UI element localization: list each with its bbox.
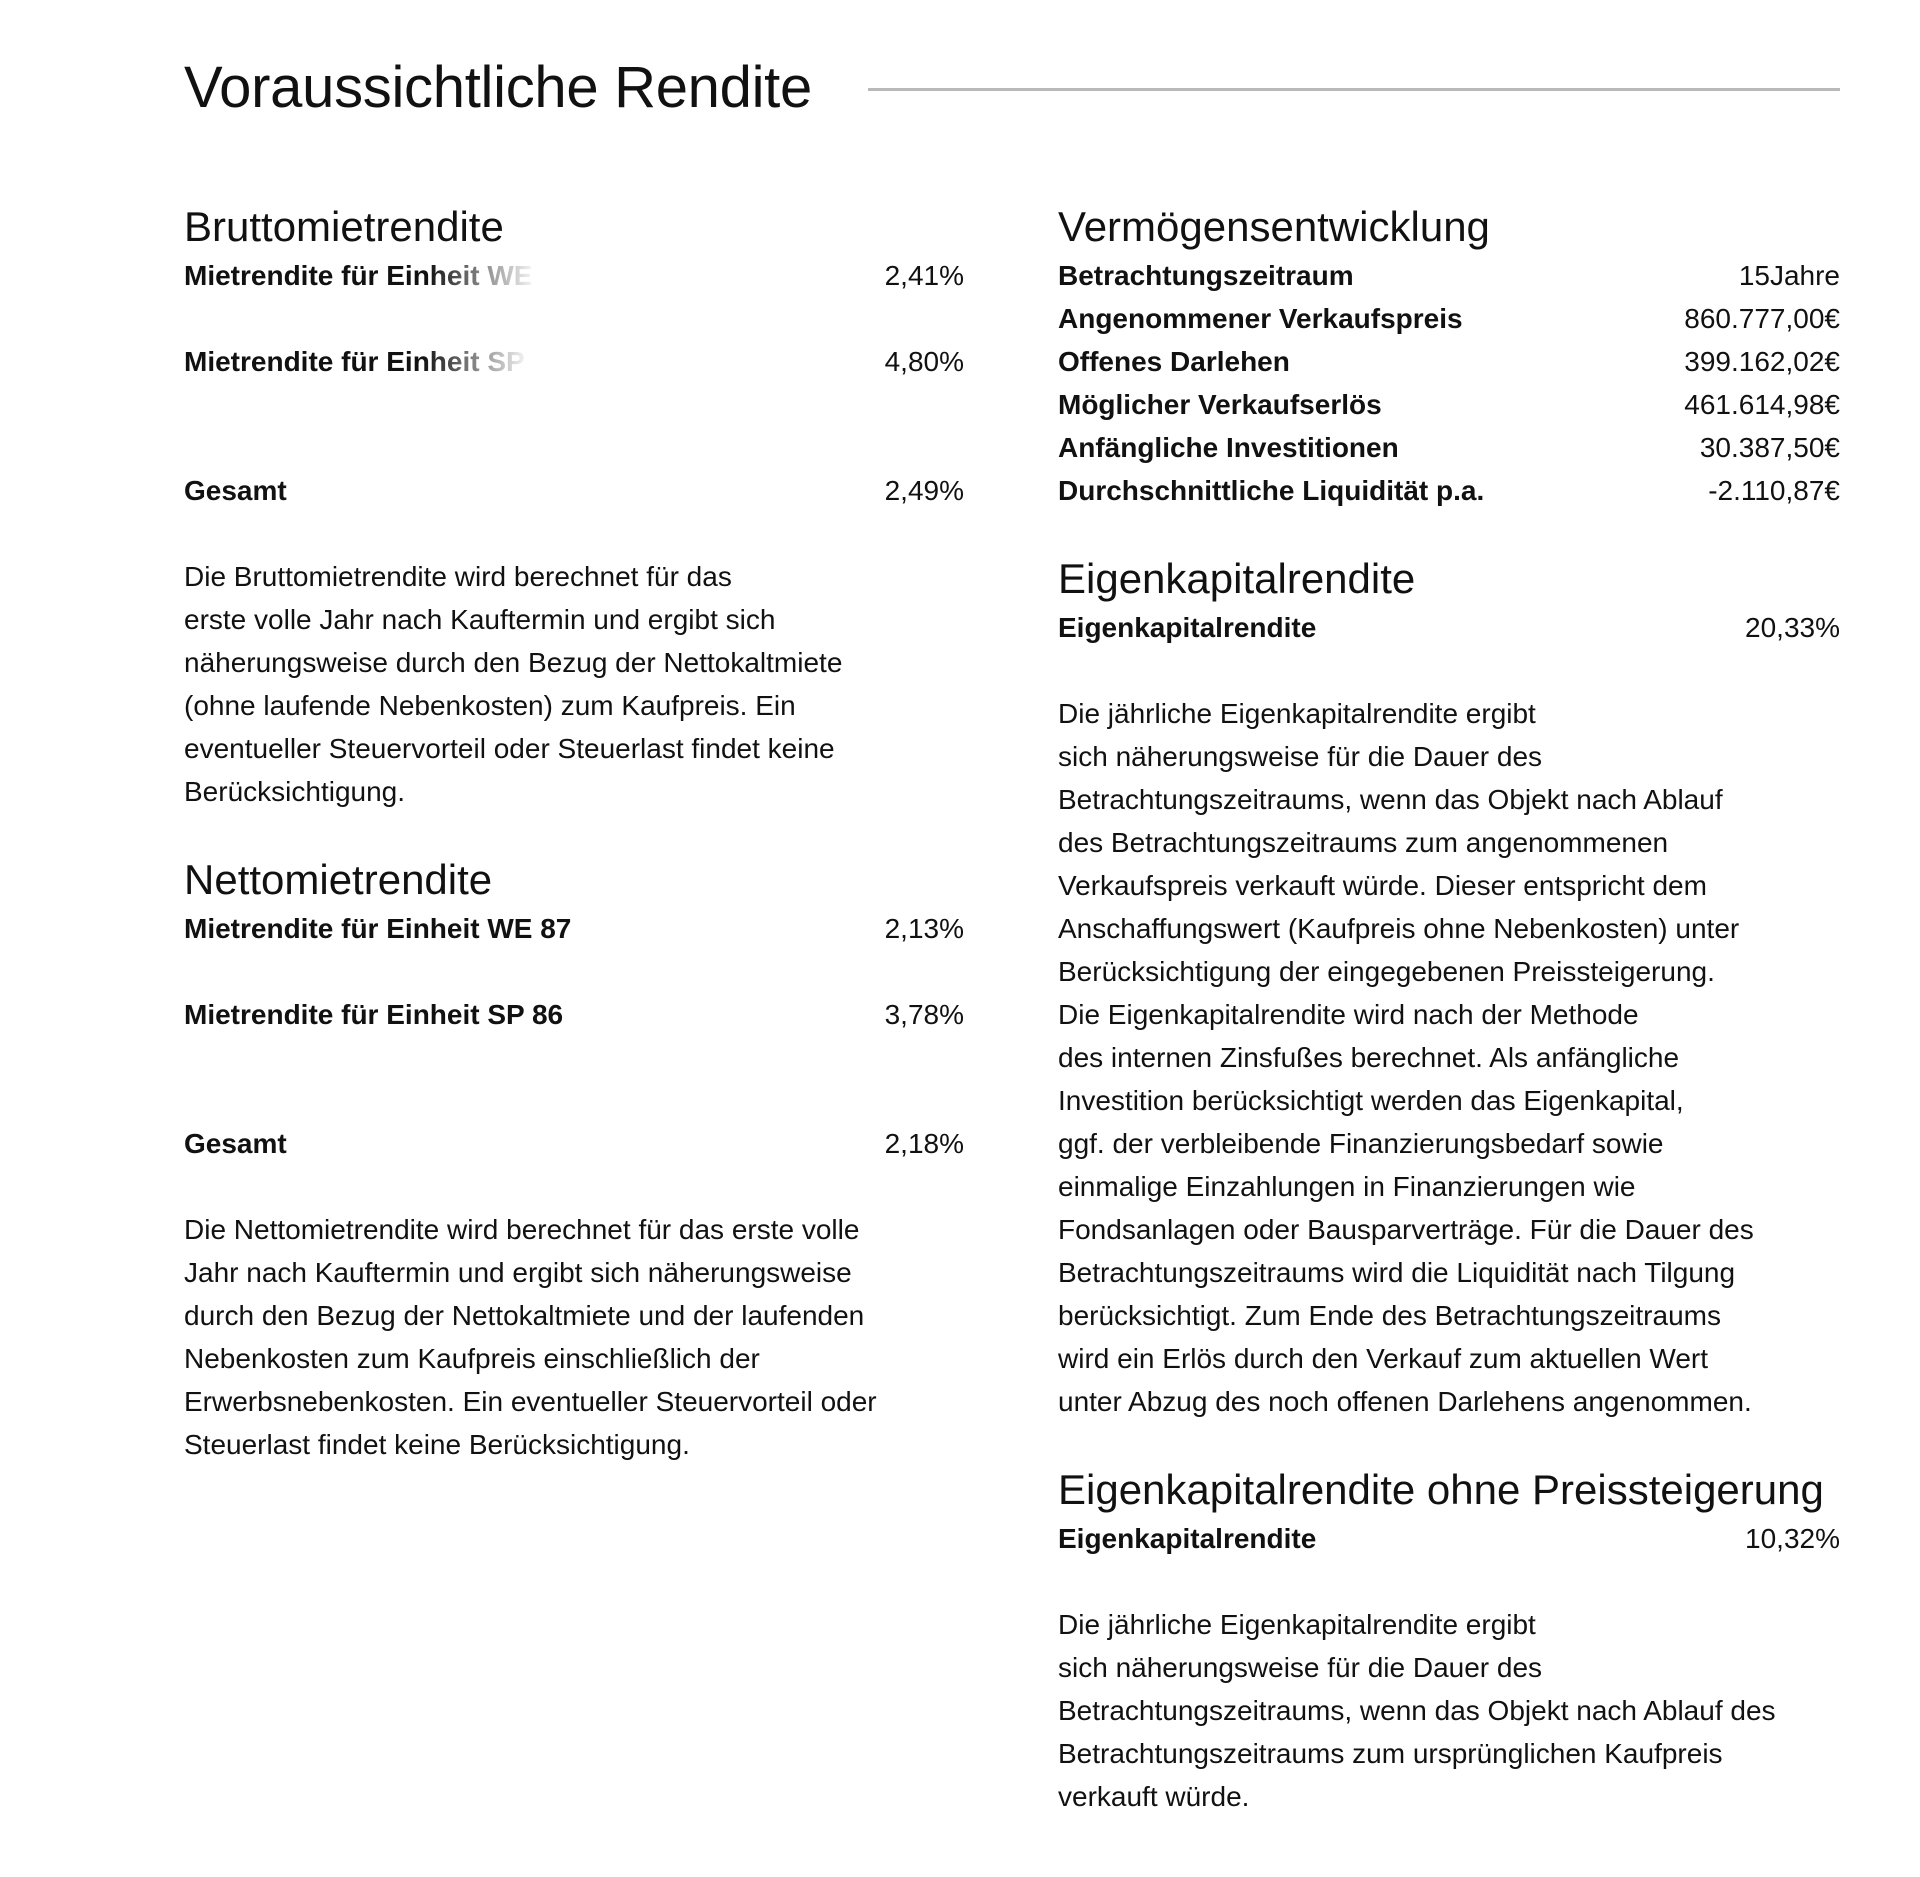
vermoegen-row-label: Möglicher Verkaufserlös [1058, 389, 1382, 420]
vermoegen-heading: Vermögensentwicklung [1058, 203, 1490, 250]
netto-row-sp [184, 993, 964, 1036]
right-column [1058, 200, 1840, 1818]
netto-row-sp-label: Mietrendite für Einheit SP 86 [184, 999, 564, 1030]
brutto-total-value: 2,49% [884, 475, 964, 506]
title-divider [868, 88, 1840, 91]
vermoegen-row-value: 15Jahre [1738, 260, 1840, 291]
netto-description: Die Nettomietrendite wird berechnet für das erste volle Jahr nach Kauftermin und ergibt sich näherungsweise durch den Bezug der Nettokaltmiete und der laufenden Nebenkosten zum Kaufpreis einschließlich der Erwerbsnebenkosten. Ein eventueller Steuervorteil oder Steuerlast findet keine Berücksichtigung. [184, 1214, 877, 1460]
vermoegen-row [1058, 426, 1840, 469]
vermoegen-row-label: Angenommener Verkaufspreis [1058, 303, 1463, 334]
brutto-description: Die Bruttomietrendite wird berechnet für das erste volle Jahr nach Kauftermin und ergibt sich näherungsweise durch den Bezug der Nettokaltmiete (ohne laufende Nebenkosten) zum Kaufpreis. Ein eventueller Steuervorteil oder Steuerlast findet keine Berücksichtigung. [184, 561, 843, 807]
ek-section [1058, 552, 1840, 1423]
vermoegen-row [1058, 340, 1840, 383]
ek-heading: Eigenkapitalrendite [1058, 555, 1416, 602]
vermoegen-section [1058, 200, 1840, 512]
brutto-row-sp-label: Mietrendite für Einheit SP [184, 340, 525, 383]
netto-section [184, 853, 964, 1466]
brutto-row-we-value: 2,41% [884, 260, 964, 291]
vermoegen-row-value: 461.614,98€ [1684, 389, 1840, 420]
vermoegen-row-value: 399.162,02€ [1684, 346, 1840, 377]
vermoegen-row-value: 30.387,50€ [1699, 432, 1840, 463]
ek-ohne-row-value: 10,32% [1745, 1523, 1840, 1554]
brutto-total-row [184, 469, 964, 512]
netto-total-value: 2,18% [884, 1128, 964, 1159]
vermoegen-row-value: 860.777,00€ [1684, 303, 1840, 334]
netto-heading: Nettomietrendite [184, 856, 493, 903]
ek-row-label: Eigenkapitalrendite [1058, 612, 1317, 643]
brutto-total-label: Gesamt [184, 475, 287, 506]
vermoegen-row [1058, 383, 1840, 426]
netto-total-label: Gesamt [184, 1128, 287, 1159]
ek-ohne-row [1058, 1517, 1840, 1560]
brutto-row-sp [184, 340, 964, 383]
brutto-row-we [184, 254, 964, 297]
brutto-heading: Bruttomietrendite [184, 203, 504, 250]
ek-row [1058, 606, 1840, 649]
ek-ohne-description: Die jährliche Eigenkapitalrendite ergibt sich näherungsweise für die Dauer des Betrachtungszeitraums, wenn das Objekt nach Ablauf des Betrachtungszeitraums zum ursprünglichen Kaufpreis verkauft würde. [1058, 1609, 1776, 1812]
vermoegen-row-label: Durchschnittliche Liquidität p.a. [1058, 475, 1485, 506]
brutto-row-sp-value: 4,80% [884, 346, 964, 377]
vermoegen-row [1058, 254, 1840, 297]
netto-row-we [184, 907, 964, 950]
vermoegen-row-value: -2.110,87€ [1708, 475, 1840, 506]
ek-row-value: 20,33% [1745, 612, 1840, 643]
vermoegen-row-label: Anfängliche Investitionen [1058, 432, 1399, 463]
netto-total-row [184, 1122, 964, 1165]
ek-description: Die jährliche Eigenkapitalrendite ergibt sich näherungsweise für die Dauer des Betrachtungszeitraums, wenn das Objekt nach Ablauf des Betrachtungszeitraums zum angenommenen Verkaufspreis verkauft würde. Dieser entspricht dem Anschaffungswert (Kaufpreis ohne Nebenkosten) unter Berücksichtigung der eingegebenen Preissteigerung. Die Eigenkapitalrendite wird nach der Methode des internen Zinsfußes berechnet. Als anfängliche Investition berücksichtigt werden das Eigenkapital, ggf. der verbleibende Finanzierungsbedarf sowie einmalige Einzahlungen in Finanzierungen wie Fondsanlagen oder Bausparverträge. Für die Dauer des Betrachtungszeitraums wird die Liquidität nach Tilgung berücksichtigt. Zum Ende des Betrachtungszeitraums wird ein Erlös durch den Verkauf zum aktuellen Wert unter Abzug des noch offenen Darlehens angenommen. [1058, 698, 1754, 1417]
vermoegen-row-label: Betrachtungszeitraum [1058, 260, 1354, 291]
left-column [184, 200, 964, 1466]
brutto-row-we-label: Mietrendite für Einheit WE [184, 254, 532, 297]
vermoegen-row [1058, 469, 1840, 512]
netto-row-we-label: Mietrendite für Einheit WE 87 [184, 913, 572, 944]
vermoegen-row-label: Offenes Darlehen [1058, 346, 1290, 377]
ek-ohne-section [1058, 1463, 1840, 1818]
netto-row-sp-value: 3,78% [884, 999, 964, 1030]
ek-ohne-heading: Eigenkapitalrendite ohne Preissteigerung [1058, 1466, 1824, 1513]
vermoegen-row [1058, 297, 1840, 340]
netto-row-we-value: 2,13% [884, 913, 964, 944]
brutto-section [184, 200, 964, 813]
page-title: Voraussichtliche Rendite [184, 55, 812, 120]
ek-ohne-row-label: Eigenkapitalrendite [1058, 1523, 1317, 1554]
